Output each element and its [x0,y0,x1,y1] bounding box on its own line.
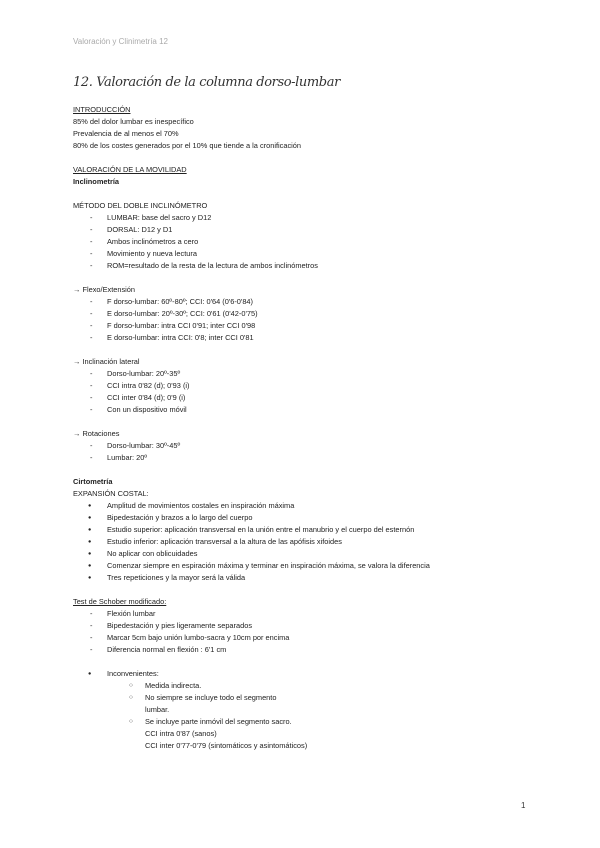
inconvenientes-subitem-continuation: lumbar. [145,705,170,714]
inconvenientes-subitem: ○ Medida indirecta. [73,680,553,692]
cirtometry-item: ● Estudio inferior: aplicación transversal a la altura de las apófisis xifoides [73,536,553,548]
cirtometry-item: ● Bipedestación y brazos a lo largo del cuerpo [73,512,553,524]
cirtometry-item: ● Comenzar siempre en espiración máxima y terminar en inspiración máxima, se valora la diferencia [73,560,553,572]
lateral-item: - Con un dispositivo móvil [73,404,553,416]
intro-line: 85% del dolor lumbar es inespecífico [73,117,194,126]
running-header: Valoración y Clinimetría 12 [73,37,169,46]
inconvenientes-subitem-continuation: CCI inter 0'77-0'79 (sintomáticos y asintomáticos) [145,741,308,750]
cirtometry-subheading: EXPANSIÓN COSTAL: [73,489,149,498]
inconvenientes-item: ● Inconvenientes: [73,668,553,680]
flexo-item: - F dorso-lumbar: 60º-80º; CCI: 0'64 (0'6-0'84) [73,296,553,308]
flexo-item: - E dorso-lumbar: intra CCI: 0'8; inter CCI 0'81 [73,332,553,344]
rotation-title: → Rotaciones [73,429,120,438]
lateral-title: → Inclinación lateral [73,357,140,366]
intro-line: Prevalencia de al menos el 70% [73,129,179,138]
flexo-item: - F dorso-lumbar: intra CCI 0'91; inter CCI 0'98 [73,320,553,332]
method-item: - Movimiento y nueva lectura [73,248,553,260]
schober-item: - Diferencia normal en flexión : 6'1 cm [73,644,553,656]
cirtometry-item: ● No aplicar con oblicuidades [73,548,553,560]
intro-heading: INTRODUCCIÓN [73,105,131,114]
rotation-item: - Lumbar: 20º [73,452,553,464]
inclinometry-heading: Inclinometría [73,177,119,186]
cirtometry-item: ● Tres repeticiones y la mayor será la válida [73,572,553,584]
cirtometry-item: ● Estudio superior: aplicación transversal en la unión entre el manubrio y el cuerpo del esternón [73,524,553,536]
inconvenientes-subitem: ○ Se incluye parte inmóvil del segmento sacro. [73,716,553,728]
flexo-item: - E dorso-lumbar: 20º-30º; CCI: 0'61 (0'42-0'75) [73,308,553,320]
method-item: - LUMBAR: base del sacro y D12 [73,212,553,224]
page-title: 12. Valoración de la columna dorso-lumbar [73,75,340,90]
schober-item: - Marcar 5cm bajo unión lumbo-sacra y 10cm por encima [73,632,553,644]
schober-item: - Flexión lumbar [73,608,553,620]
lateral-item: - Dorso-lumbar: 20º-35º [73,368,553,380]
cirtometry-heading: Cirtometría [73,477,113,486]
method-item: - ROM=resultado de la resta de la lectura de ambos inclinómetros [73,260,553,272]
cirtometry-item: ● Amplitud de movimientos costales en inspiración máxima [73,500,553,512]
schober-heading: Test de Schober modificado: [73,597,167,606]
document-body [73,104,553,752]
mobility-heading: VALORACIÓN DE LA MOVILIDAD [73,165,187,174]
rotation-item: - Dorso-lumbar: 30º-45º [73,440,553,452]
method-heading: MÉTODO DEL DOBLE INCLINÓMETRO [73,201,208,210]
intro-line: 80% de los costes generados por el 10% que tiende a la cronificación [73,141,302,150]
lateral-item: - CCI inter 0'84 (d); 0'9 (i) [73,392,553,404]
method-item: - DORSAL: D12 y D1 [73,224,553,236]
page-number: 1 [521,801,526,810]
method-item: - Ambos inclinómetros a cero [73,236,553,248]
inconvenientes-subitem-continuation: CCI intra 0'87 (sanos) [145,729,217,738]
schober-item: - Bipedestación y pies ligeramente separados [73,620,553,632]
inconvenientes-subitem: ○ No siempre se incluye todo el segmento [73,692,553,704]
lateral-item: - CCI intra 0'82 (d); 0'93 (i) [73,380,553,392]
flexo-title: → Flexo/Extensión [73,285,136,294]
